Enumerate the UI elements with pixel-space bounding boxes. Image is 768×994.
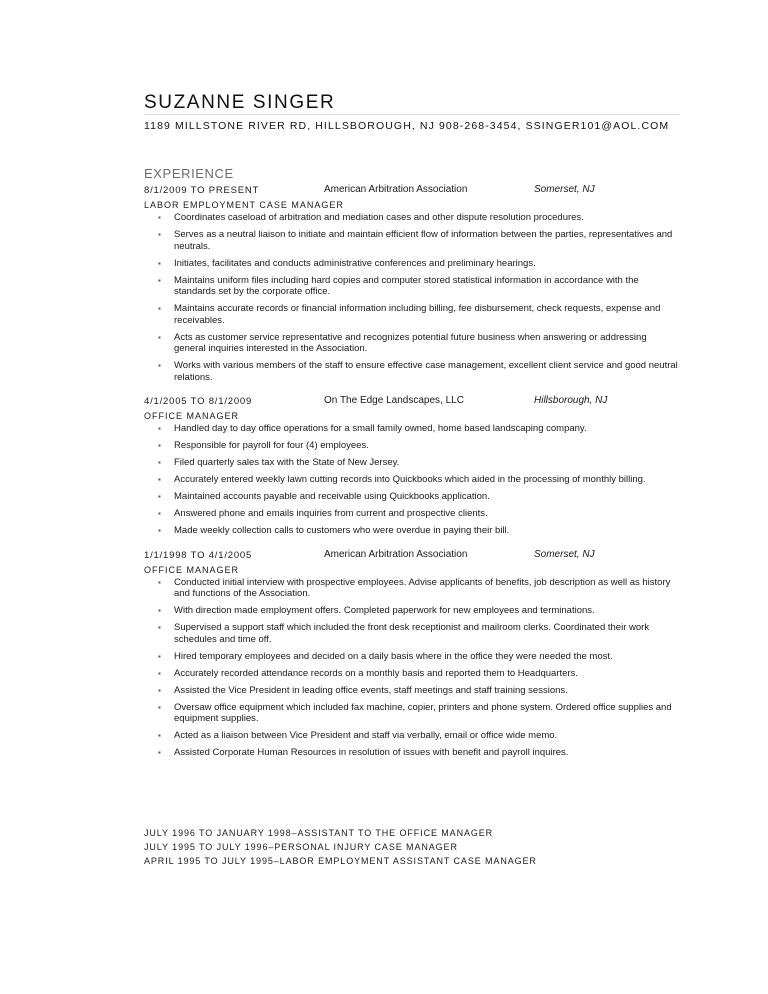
- section-title-experience: EXPERIENCE: [144, 166, 234, 181]
- duty-text: Oversaw office equipment which included fax machine, copier, printers and phone system. Ordered office supplies and equipment supplies.: [174, 701, 672, 724]
- header-divider: [144, 114, 680, 115]
- job-location: Somerset, NJ: [534, 548, 595, 560]
- job-title: OFFICE MANAGER: [144, 411, 240, 421]
- earlier-position-line: APRIL 1995 TO JULY 1995–LABOR EMPLOYMENT ASSISTANT CASE MANAGER: [144, 856, 537, 866]
- earlier-position-line: JULY 1996 TO JANUARY 1998–ASSISTANT TO THE OFFICE MANAGER: [144, 828, 494, 838]
- job-title: OFFICE MANAGER: [144, 564, 240, 575]
- job-header: [144, 395, 680, 409]
- duty-item: [144, 229, 680, 252]
- bullet-dot-icon: ▪: [158, 685, 161, 695]
- bullet-dot-icon: ▪: [158, 230, 161, 239]
- duty-item: [144, 457, 680, 469]
- job-employer: American Arbitration Association: [324, 548, 468, 560]
- duty-text: Maintains uniform files including hard copies and computer stored statistical information in accordance with the standards set by the corporate office.: [174, 274, 639, 297]
- duty-text: Accurately recorded attendance records on a monthly basis and reported them to Headquarters.: [174, 667, 578, 679]
- duty-item: [144, 423, 680, 435]
- duty-text: Assisted the Vice President in leading office events, staff meetings and staff training sessions.: [174, 684, 568, 696]
- bullet-dot-icon: ▪: [158, 509, 161, 518]
- job-entry: [144, 395, 680, 537]
- job-entry: [144, 184, 680, 383]
- bullet-dot-icon: ▪: [158, 526, 161, 535]
- job-list: [144, 184, 680, 771]
- duty-item: [144, 474, 680, 486]
- duty-item: [144, 360, 680, 383]
- bullet-dot-icon: ▪: [158, 748, 161, 757]
- duty-text: Hired temporary employees and decided on a daily basis where in the office they were needed the most.: [174, 650, 613, 662]
- duty-item: [144, 332, 680, 355]
- job-employer: American Arbitration Association: [324, 184, 468, 195]
- duty-text: Accurately entered weekly lawn cutting records into Quickbooks which aided in the processing of monthly billing.: [174, 474, 646, 485]
- duty-item: [144, 605, 680, 617]
- earlier-position-line: JULY 1995 TO JULY 1996–PERSONAL INJURY CASE MANAGER: [144, 842, 458, 852]
- job-entry: [144, 549, 680, 759]
- bullet-dot-icon: ▪: [158, 668, 161, 678]
- duty-list: [144, 577, 680, 759]
- duty-text: Made weekly collection calls to customers who were overdue in paying their bill.: [174, 525, 510, 536]
- duty-list: [144, 212, 680, 383]
- bullet-dot-icon: ▪: [158, 361, 161, 370]
- bullet-dot-icon: ▪: [158, 623, 161, 632]
- bullet-dot-icon: ▪: [158, 492, 161, 501]
- bullet-dot-icon: ▪: [158, 304, 161, 313]
- job-dates: 1/1/1998 TO 4/1/2005: [144, 549, 253, 561]
- job-employer: On The Edge Landscapes, LLC: [324, 395, 464, 406]
- duty-text: Serves as a neutral liaison to initiate and maintain efficient flow of information between the parties, representatives and neutrals.: [174, 229, 673, 252]
- duty-item: [144, 702, 680, 725]
- duty-item: [144, 508, 680, 520]
- bullet-dot-icon: ▪: [158, 213, 161, 222]
- bullet-dot-icon: ▪: [158, 275, 161, 285]
- duty-item: [144, 491, 680, 503]
- duty-text: Coordinates caseload of arbitration and mediation cases and other dispute resolution procedures.: [174, 212, 584, 223]
- earlier-positions: [144, 826, 537, 868]
- duty-text: Acted as a liaison between Vice President and staff via verbally, email or office wide memo.: [174, 730, 558, 741]
- bullet-dot-icon: ▪: [158, 606, 161, 615]
- bullet-dot-icon: ▪: [158, 441, 161, 450]
- duty-text: Maintained accounts payable and receivable using Quickbooks application.: [174, 491, 490, 502]
- duty-item: [144, 577, 680, 600]
- bullet-dot-icon: ▪: [158, 475, 161, 484]
- duty-text: Filed quarterly sales tax with the State of New Jersey.: [174, 457, 400, 468]
- duty-text: Works with various members of the staff to ensure effective case management, excellent client service and good neutral relations.: [174, 360, 678, 383]
- bullet-dot-icon: ▪: [158, 651, 161, 661]
- job-dates: 8/1/2009 TO PRESENT: [144, 185, 260, 196]
- job-title: LABOR EMPLOYMENT CASE MANAGER: [144, 200, 344, 210]
- duty-item: [144, 622, 680, 645]
- job-dates: 4/1/2005 TO 8/1/2009: [144, 396, 253, 407]
- duty-item: [144, 685, 680, 697]
- contact-line: 1189 MILLSTONE RIVER RD, HILLSBOROUGH, NJ 908-268-3454, SSINGER101@AOL.COM: [144, 120, 670, 132]
- duty-text: Supervised a support staff which included the front desk receptionist and mailroom clerks. Coordinated their work schedules and time off.: [174, 622, 650, 645]
- duty-item: [144, 651, 680, 663]
- duty-text: Maintains accurate records or financial information including billing, fee disbursement, check requests, expense and receivables.: [174, 303, 661, 326]
- bullet-dot-icon: ▪: [158, 577, 161, 587]
- bullet-dot-icon: ▪: [158, 332, 161, 342]
- duty-text: Assisted Corporate Human Resources in resolution of issues with benefit and payroll inquires.: [174, 747, 569, 758]
- duty-item: [144, 668, 680, 680]
- duty-item: [144, 275, 680, 298]
- duty-text: Responsible for payroll for four (4) employees.: [174, 440, 369, 451]
- duty-item: [144, 258, 680, 270]
- duty-item: [144, 747, 680, 759]
- duty-item: [144, 303, 680, 326]
- duty-item: [144, 440, 680, 452]
- duty-item: [144, 525, 680, 537]
- bullet-dot-icon: ▪: [158, 458, 161, 467]
- job-header: [144, 549, 680, 563]
- duty-text: Answered phone and emails inquiries from current and prospective clients.: [174, 508, 488, 519]
- job-location: Hillsborough, NJ: [534, 395, 608, 406]
- duty-text: Acts as customer service representative and recognizes potential future business when answering or addressing general inquiries interested in the Association.: [174, 331, 647, 354]
- bullet-dot-icon: ▪: [158, 731, 161, 740]
- bullet-dot-icon: ▪: [158, 258, 161, 268]
- bullet-dot-icon: ▪: [158, 424, 161, 433]
- duty-list: [144, 423, 680, 537]
- bullet-dot-icon: ▪: [158, 702, 161, 712]
- job-location: Somerset, NJ: [534, 184, 595, 195]
- duty-text: With direction made employment offers. Completed paperwork for new employees and terminations.: [174, 605, 595, 616]
- duty-item: [144, 212, 680, 224]
- duty-text: Initiates, facilitates and conducts administrative conferences and preliminary hearings.: [174, 257, 536, 269]
- applicant-name: SUZANNE SINGER: [144, 92, 336, 113]
- duty-item: [144, 730, 680, 742]
- job-header: [144, 184, 680, 198]
- duty-text: Handled day to day office operations for a small family owned, home based landscaping company.: [174, 423, 587, 434]
- duty-text: Conducted initial interview with prospective employees. Advise applicants of benefits, job description as well as history and functions of the Association.: [174, 576, 671, 599]
